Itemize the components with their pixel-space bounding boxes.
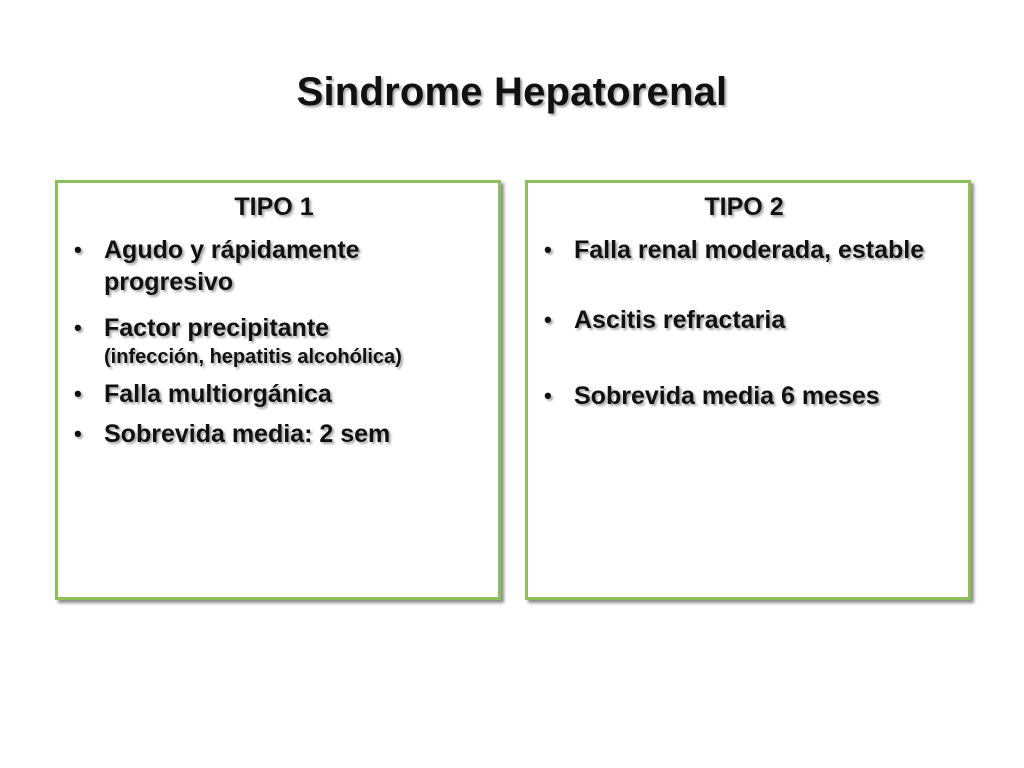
list-item-text: Falla renal moderada, estable <box>574 236 925 264</box>
tipo2-heading: TIPO 2 <box>704 193 784 221</box>
list-item <box>70 312 478 370</box>
list-item-text: Agudo y rápidamente progresivo <box>104 236 360 296</box>
list-item-text: Factor precipitante <box>104 314 330 342</box>
list-item <box>70 418 478 450</box>
list-item-text: Falla multiorgánica <box>104 380 332 408</box>
tipo1-list <box>70 234 478 450</box>
list-item <box>540 304 948 336</box>
tipo2-box <box>525 180 971 600</box>
list-item <box>540 380 948 412</box>
bullet-icon: • <box>74 315 82 340</box>
bullet-icon: • <box>74 381 82 406</box>
tipo1-heading: TIPO 1 <box>234 193 314 221</box>
tipo2-list <box>540 234 948 412</box>
slide-title: Sindrome Hepatorenal <box>296 70 728 114</box>
list-item-subtext: (infección, hepatitis alcohólica) <box>104 346 402 368</box>
bullet-icon: • <box>74 421 82 446</box>
list-item-text: Sobrevida media 6 meses <box>574 382 880 410</box>
list-item <box>70 234 478 298</box>
list-item-text: Sobrevida media: 2 sem <box>104 420 391 448</box>
bullet-icon: • <box>544 307 552 332</box>
tipo1-box <box>55 180 501 600</box>
bullet-icon: • <box>544 237 552 262</box>
bullet-icon: • <box>74 237 82 262</box>
bullet-icon: • <box>544 383 552 408</box>
list-item <box>70 378 478 410</box>
list-item <box>540 234 948 266</box>
list-item-text: Ascitis refractaria <box>574 306 786 334</box>
